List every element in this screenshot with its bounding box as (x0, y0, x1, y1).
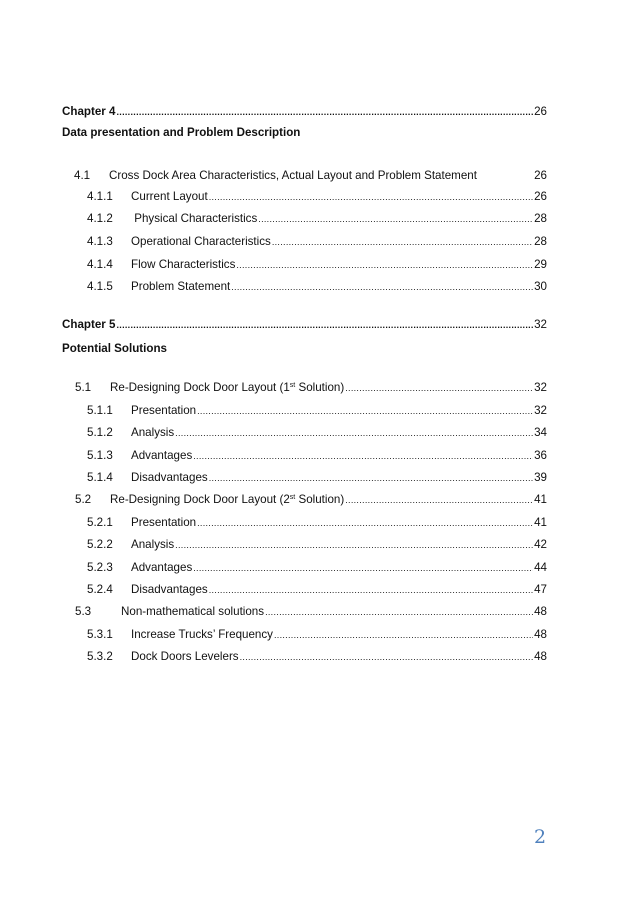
toc-entry-title-text: Re-Designing Dock Door Layout (2 (110, 493, 290, 506)
toc-entry-5-1-4[interactable] (62, 471, 547, 485)
toc-entry-5-1-3[interactable] (62, 449, 547, 463)
toc-entry-title (110, 493, 344, 507)
toc-entry-number: 5.3.2 (87, 650, 113, 663)
toc-entry-title: Non-mathematical solutions (121, 605, 265, 618)
toc-page-number: 44 (534, 561, 547, 574)
toc-entry-number: 5.3 (75, 605, 92, 618)
toc-leader-dots (236, 258, 533, 272)
page-number: 2 (534, 826, 547, 848)
toc-leader-dots (240, 650, 533, 664)
toc-leader-dots (193, 449, 533, 463)
chapter-4-subtitle: Data presentation and Problem Description (62, 126, 301, 139)
toc-leader-dots (175, 538, 533, 552)
toc-page-number: 26 (534, 169, 547, 182)
toc-entry-title: Dock Doors Levelers (131, 650, 239, 663)
toc-page-number: 26 (534, 190, 547, 203)
toc-entry-5-3-1[interactable] (62, 628, 547, 642)
toc-page-number: 42 (534, 538, 547, 551)
toc-leader-dots (258, 212, 533, 226)
toc-entry-number: 5.2.2 (87, 538, 113, 551)
toc-leader-dots (231, 280, 533, 294)
toc-entry-title: Current Layout (131, 190, 208, 203)
toc-entry-5-2-4[interactable] (62, 583, 547, 597)
toc-entry-number: 5.1.1 (87, 404, 113, 417)
toc-entry-5-1-1[interactable] (62, 404, 547, 418)
toc-entry-number: 5.3.1 (87, 628, 113, 641)
toc-entry-number: 5.2.3 (87, 561, 113, 574)
toc-entry-title: Problem Statement (131, 280, 231, 293)
toc-entry-4-1-1[interactable] (62, 190, 547, 204)
toc-entry-title-text: Re-Designing Dock Door Layout (1 (110, 381, 290, 394)
toc-entry-title: Disadvantages (131, 471, 208, 484)
toc-entry-5-2-2[interactable] (62, 538, 547, 552)
toc-entry-title: Presentation (131, 516, 197, 529)
toc-entry-5-2-3[interactable] (62, 561, 547, 575)
toc-entry-title: Increase Trucks’ Frequency (131, 628, 273, 641)
toc-entry-5-2[interactable] (62, 493, 547, 507)
toc-page-number: 30 (534, 280, 547, 293)
toc-entry-5-2-1[interactable] (62, 516, 547, 530)
toc-leader-dots (193, 561, 533, 575)
toc-entry-number: 4.1.3 (87, 235, 113, 248)
toc-entry-title: Flow Characteristics (131, 258, 236, 271)
toc-entry-number: 4.1 (74, 169, 91, 182)
toc-leader-dots (175, 426, 533, 440)
toc-entry-number: 5.1.3 (87, 449, 113, 462)
toc-page-number: 39 (534, 471, 547, 484)
toc-entry-title: Advantages (131, 449, 193, 462)
toc-entry-4-1-3[interactable] (62, 235, 547, 249)
toc-leader-dots (209, 583, 533, 597)
toc-leader-dots (197, 404, 533, 418)
toc-leader-dots (272, 235, 533, 249)
toc-page-number: 47 (534, 583, 547, 596)
toc-chapter-5[interactable] (62, 318, 547, 332)
toc-entry-number: 4.1.4 (87, 258, 113, 271)
toc-page-number: 41 (534, 493, 547, 506)
toc-page-number: 29 (534, 258, 547, 271)
toc-page-number: 32 (534, 318, 547, 331)
toc-chapter-label: Chapter 4 (62, 105, 116, 118)
chapter-5-subtitle: Potential Solutions (62, 342, 167, 355)
toc-entry-title: Cross Dock Area Characteristics, Actual Layout and Problem Statement (109, 169, 477, 182)
toc-entry-4-1[interactable] (62, 169, 547, 183)
toc-entry-number: 4.1.1 (87, 190, 113, 203)
toc-entry-number: 5.1.2 (87, 426, 113, 439)
toc-page-number: 48 (534, 628, 547, 641)
toc-entry-number: 5.2.4 (87, 583, 113, 596)
toc-entry-number: 5.2.1 (87, 516, 113, 529)
toc-page-number: 32 (534, 404, 547, 417)
toc-page-number: 28 (534, 212, 547, 225)
toc-page-number: 26 (534, 105, 547, 118)
toc-chapter-label: Chapter 5 (62, 318, 116, 331)
toc-page-number: 34 (534, 426, 547, 439)
toc-entry-5-1[interactable] (62, 381, 547, 395)
toc-leader-dots (265, 605, 533, 619)
toc-entry-number: 5.2 (75, 493, 92, 506)
toc-entry-title-text: Solution) (295, 381, 345, 394)
toc-entry-title: Analysis (131, 426, 175, 439)
toc-entry-4-1-2[interactable] (62, 212, 547, 226)
toc-entry-title: Disadvantages (131, 583, 208, 596)
toc-entry-number: 4.1.5 (87, 280, 113, 293)
toc-leader-dots (345, 493, 533, 507)
toc-entry-5-3-2[interactable] (62, 650, 547, 664)
toc-page-number: 36 (534, 449, 547, 462)
toc-leader-dots (116, 318, 533, 332)
toc-page-number: 41 (534, 516, 547, 529)
toc-entry-title: Operational Characteristics (131, 235, 271, 248)
toc-entry-title: Analysis (131, 538, 175, 551)
toc-leader-dots (274, 628, 533, 642)
toc-leader-dots (197, 516, 533, 530)
toc-entry-title: Physical Characteristics (131, 212, 258, 225)
toc-entry-title: Presentation (131, 404, 197, 417)
toc-entry-number: 5.1 (75, 381, 92, 394)
toc-entry-title-sup: st (289, 494, 296, 501)
toc-page-number: 48 (534, 650, 547, 663)
toc-leader-dots (209, 471, 533, 485)
toc-chapter-4[interactable] (62, 105, 547, 119)
toc-entry-number: 4.1.2 (87, 212, 113, 225)
toc-page-number: 48 (534, 605, 547, 618)
toc-page-number: 32 (534, 381, 547, 394)
toc-entry-4-1-4[interactable] (62, 258, 547, 272)
toc-entry-title-sup: st (289, 382, 296, 389)
toc-entry-title (110, 381, 344, 395)
toc-entry-title-text: Solution) (295, 493, 345, 506)
toc-leader-dots (209, 190, 533, 204)
toc-entry-5-1-2[interactable] (62, 426, 547, 440)
toc-leader-dots (116, 105, 533, 119)
toc-entry-5-3[interactable] (62, 605, 547, 619)
toc-entry-number: 5.1.4 (87, 471, 113, 484)
toc-entry-title: Advantages (131, 561, 193, 574)
toc-leader-dots (345, 381, 533, 395)
toc-page-number: 28 (534, 235, 547, 248)
toc-entry-4-1-5[interactable] (62, 280, 547, 294)
